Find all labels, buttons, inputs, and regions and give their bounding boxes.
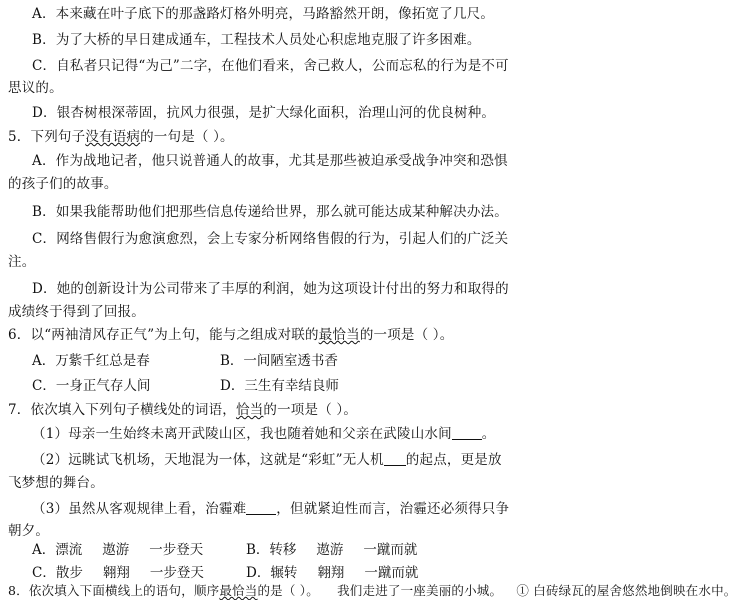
q5-option-c: C．网络售假行为愈演愈烈，会上专家分析网络售假的行为，引起人们的广泛关 bbox=[32, 231, 509, 247]
q7c-word1: C．散步 bbox=[32, 565, 83, 581]
q7-sentence-2-cont: 飞梦想的舞台。 bbox=[8, 475, 104, 491]
q5-option-b: B．如果我能帮助他们把那些信息传递给世界，那么就可能达成某种解决办法。 bbox=[32, 204, 508, 220]
q4-option-c: C．自私者只记得“为己”二字，在他们看来，舍己救人，公而忘私的行为是不可 bbox=[32, 58, 509, 74]
q8-key: 最恰当 bbox=[219, 583, 258, 598]
q7s3-text: （3）虽然从客观规律上看，治霾难 bbox=[32, 501, 247, 517]
q7c-word3: 一步登天 bbox=[149, 565, 204, 581]
q4-option-a: A．本来藏在叶子底下的那盏路灯格外明亮，马路豁然开朗，像拓宽了几尺。 bbox=[32, 6, 495, 22]
question-8 bbox=[8, 583, 736, 599]
q4-option-b: B．为了大桥的早日建成通车，工程技术人员处心积虑地克服了许多困难。 bbox=[32, 32, 481, 48]
q7-key: 恰当 bbox=[236, 402, 264, 418]
q7-option-d bbox=[246, 564, 418, 582]
q6-key: 最恰当 bbox=[318, 327, 360, 343]
q7s1-tail: 。 bbox=[481, 426, 496, 442]
q5-option-c-cont: 注。 bbox=[8, 254, 36, 270]
q8-sentence: 我们走进了一座美丽的小城。 bbox=[337, 583, 503, 598]
q7b-word3: 一蹴而就 bbox=[363, 542, 418, 558]
q7d-word3: 一蹴而就 bbox=[364, 565, 419, 581]
question-5 bbox=[8, 128, 234, 146]
q5-key: 没有语病 bbox=[85, 129, 141, 145]
q8-item-1: ① 白砖绿瓦的屋舍悠然地倒映在水中。 bbox=[516, 583, 736, 598]
q5-text: 5．下列句子 bbox=[8, 129, 86, 145]
q7-option-b bbox=[246, 541, 417, 559]
q7-sentence-3 bbox=[32, 500, 509, 518]
q7s2-text: （2）远眺试飞机场，天地混为一体，这就是“彩虹”无人机 bbox=[32, 452, 384, 468]
q7b-word1: B．转移 bbox=[246, 542, 297, 558]
question-7 bbox=[8, 401, 357, 419]
q4-option-d: D．银杏树根深蒂固，抗风力很强，是扩大绿化面积，治理山河的优良树种。 bbox=[32, 105, 496, 121]
q6-tail: 的一项是（ ）。 bbox=[359, 327, 454, 343]
q5-option-d: D．她的创新设计为公司带来了丰厚的利润，她为这项设计付出的努力和取得的 bbox=[32, 281, 509, 297]
q7-sentence-3-cont: 朝夕。 bbox=[8, 523, 50, 539]
q7s2-blank bbox=[384, 453, 406, 466]
question-6 bbox=[8, 326, 453, 344]
q6-option-b: B．一间陋室透书香 bbox=[220, 353, 338, 369]
q7a-word3: 一步登天 bbox=[149, 542, 204, 558]
q6-option-c: C．一身正气存人间 bbox=[32, 378, 151, 394]
q6-text: 6．以“两袖清风存正气”为上句，能与之组成对联的 bbox=[8, 327, 319, 343]
q7s1-blank bbox=[452, 427, 482, 440]
q7d-word2: 翱翔 bbox=[317, 565, 345, 581]
q7s3-blank bbox=[246, 502, 276, 515]
q7c-word2: 翱翔 bbox=[102, 565, 130, 581]
q5-tail: 的一句是（ ）。 bbox=[140, 129, 234, 145]
q7-option-a bbox=[32, 541, 203, 559]
q7b-word2: 遨游 bbox=[316, 542, 344, 558]
q4-option-c-cont: 思议的。 bbox=[8, 80, 63, 96]
q7-sentence-1 bbox=[32, 425, 496, 443]
q5-option-a: A．作为战地记者，他只说普通人的故事，尤其是那些被迫承受战争冲突和恐惧 bbox=[32, 153, 508, 169]
q7s2-tail: 的起点，更是放 bbox=[405, 452, 502, 468]
q8-tail: 的是（ ）。 bbox=[257, 583, 319, 598]
q8-text: 8．依次填入下面横线上的语句，顺序 bbox=[8, 583, 220, 598]
q7a-word1: A．漂流 bbox=[32, 542, 83, 558]
q7d-word1: D．辗转 bbox=[246, 565, 298, 581]
q6-option-d: D．三生有幸结良师 bbox=[220, 378, 339, 394]
q7-text: 7．依次填入下列句子横线处的词语， bbox=[8, 402, 236, 418]
q5-option-d-cont: 成绩终于得到了回报。 bbox=[8, 304, 145, 320]
q7-tail: 的一项是（ ）。 bbox=[263, 402, 358, 418]
q7s1-text: （1）母亲一生始终未离开武陵山区，我也随着她和父亲在武陵山水间 bbox=[32, 426, 452, 442]
q7a-word2: 遨游 bbox=[102, 542, 130, 558]
q6-option-a: A．万紫千红总是春 bbox=[32, 353, 150, 369]
q7s3-tail: ，但就紧迫性而言，治霾还必须得只争 bbox=[276, 501, 510, 517]
q5-option-a-cont: 的孩子们的故事。 bbox=[8, 176, 118, 192]
q7-sentence-2 bbox=[32, 451, 502, 469]
q7-option-c bbox=[32, 564, 204, 582]
